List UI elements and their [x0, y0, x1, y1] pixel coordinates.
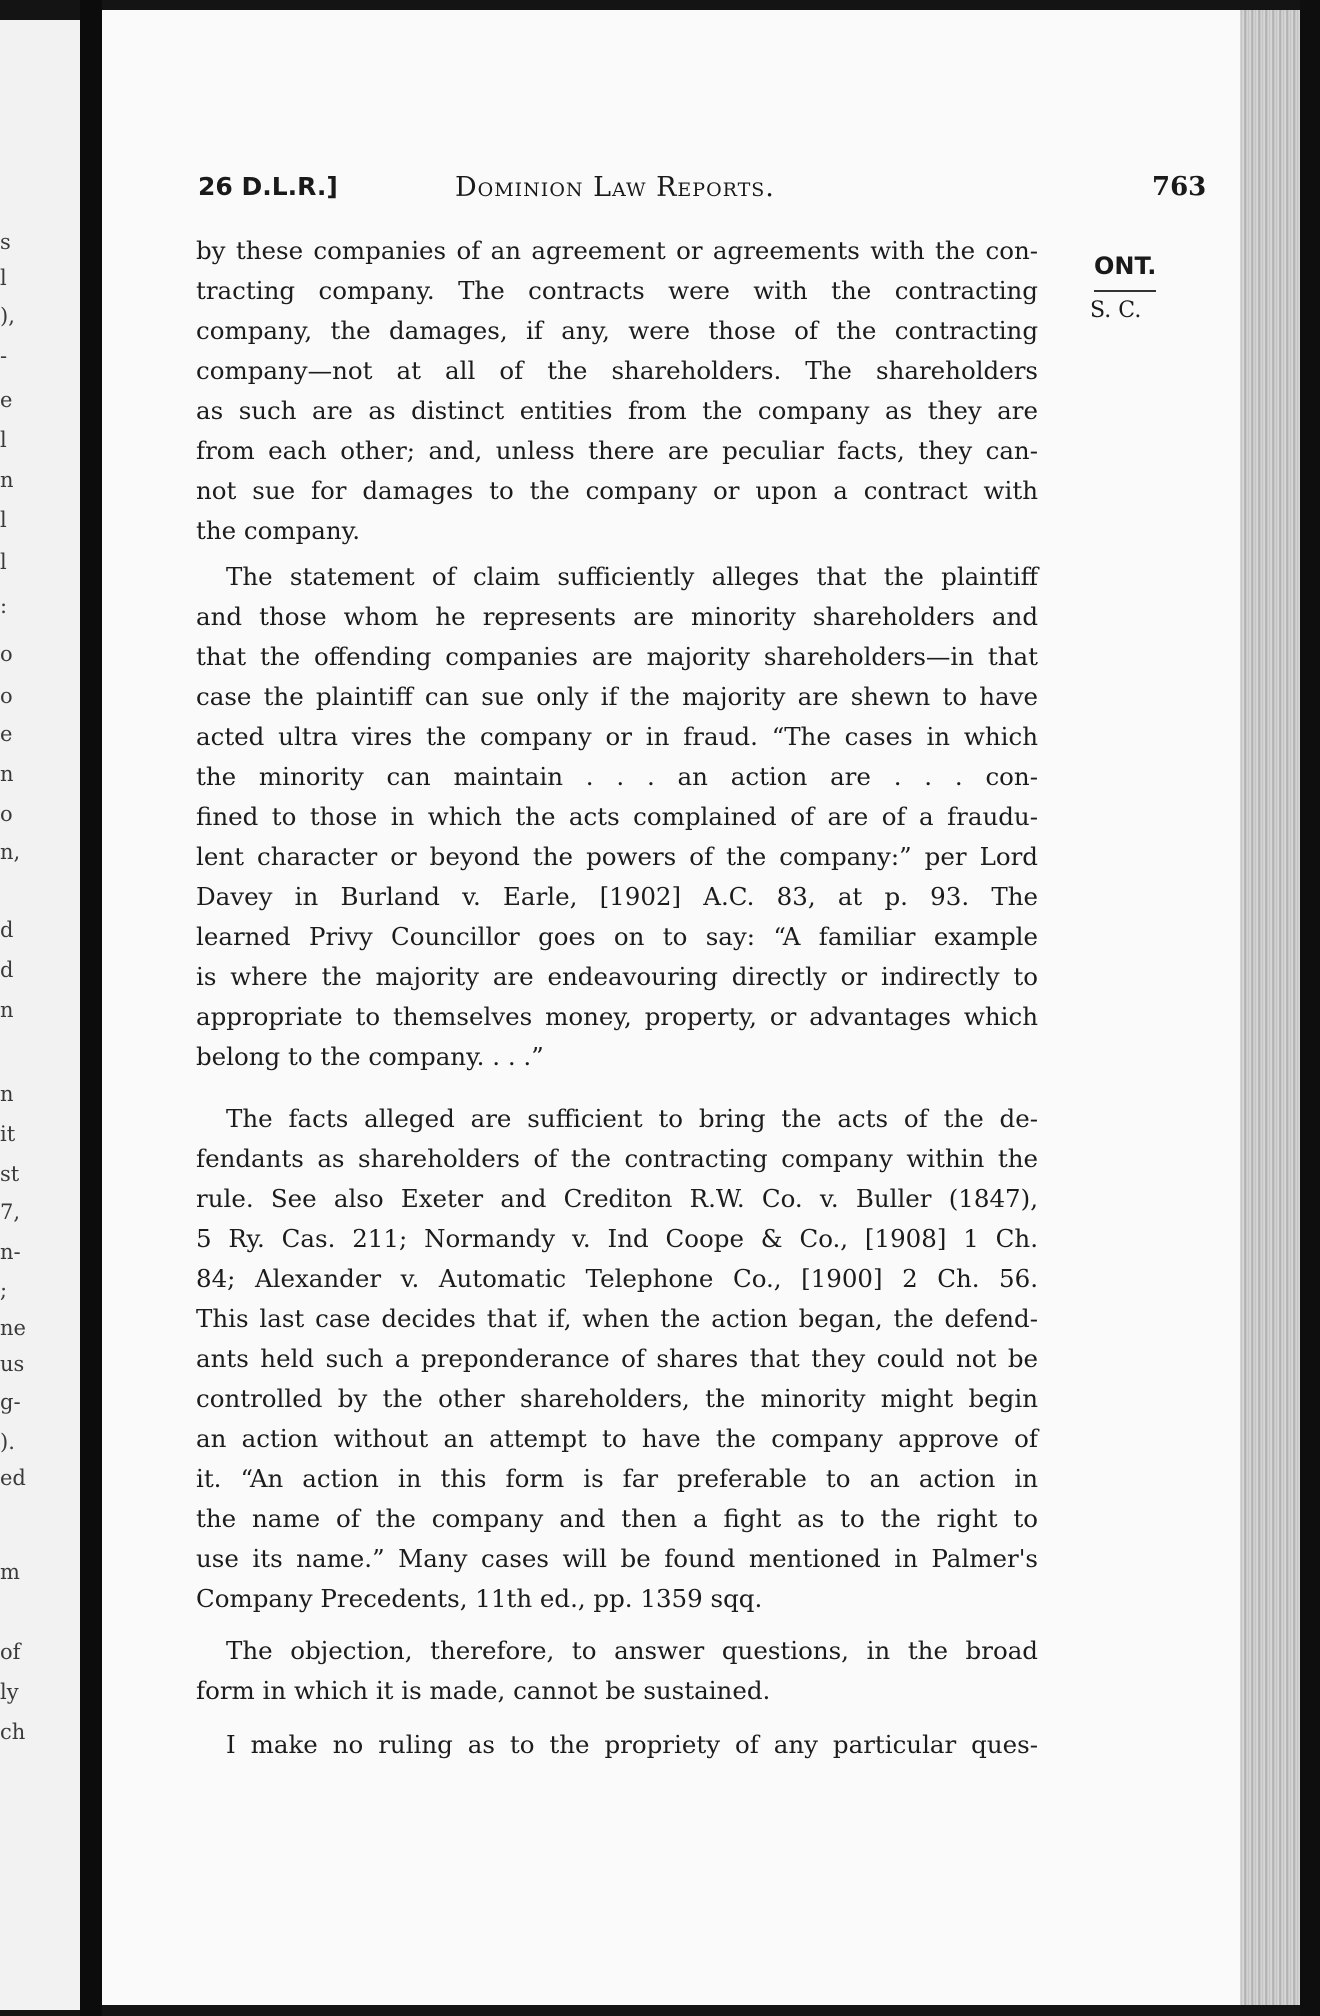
text-line: as such are as distinct entities from the company as they are [196, 396, 1038, 425]
text-line: The facts alleged are sufficient to bring the acts of the de- [226, 1104, 1038, 1133]
page-stack-edges [1240, 10, 1300, 2005]
facing-page-fragment: 7, [0, 1200, 21, 1224]
text-line: use its name.” Many cases will be found mentioned in Palmer's [196, 1544, 1038, 1573]
text-line: the company. [196, 516, 361, 545]
text-line: I make no ruling as to the propriety of any particular ques- [226, 1730, 1038, 1759]
text-line: company, the damages, if any, were those of the contracting [196, 316, 1038, 345]
facing-page-fragment: n, [0, 840, 21, 864]
text-line: form in which it is made, cannot be sustained. [196, 1676, 771, 1705]
facing-page-fragment: st [0, 1162, 20, 1186]
text-line: The statement of claim sufficiently alleges that the plaintiff [226, 562, 1038, 591]
text-line: tracting company. The contracts were with the contracting [196, 276, 1038, 305]
facing-page-fragment: n- [0, 1240, 21, 1264]
text-line: fined to those in which the acts complained of are of a fraudu- [196, 802, 1038, 831]
facing-page-fragment: l [0, 266, 7, 290]
facing-page-fragment: l [0, 428, 7, 452]
text-line: lent character or beyond the powers of the company:” per Lord [196, 842, 1038, 871]
text-line: The objection, therefore, to answer questions, in the broad [226, 1636, 1038, 1665]
facing-page-fragment: ). [0, 1430, 15, 1454]
text-line: appropriate to themselves money, property, or advantages which [196, 1002, 1038, 1031]
margin-court: S. C. [1090, 298, 1142, 323]
facing-page-fragment: ; [0, 1278, 8, 1302]
text-line: learned Privy Councillor goes on to say: “A familiar example [196, 922, 1038, 951]
facing-page-fragment: s [0, 230, 11, 254]
text-line: fendants as shareholders of the contracting company within the [196, 1144, 1038, 1173]
facing-page-fragment: o [0, 802, 13, 826]
facing-page-fragment: e [0, 388, 13, 412]
facing-page-fragment: ed [0, 1466, 26, 1490]
facing-page-fragment: n [0, 762, 14, 786]
facing-page-fragment: o [0, 642, 13, 666]
text-line: Davey in Burland v. Earle, [1902] A.C. 83, at p. 93. The [196, 882, 1038, 911]
facing-page-fragment: l [0, 508, 7, 532]
facing-page-fragment: us [0, 1352, 25, 1376]
running-head-volume: 26 D.L.R.] [198, 172, 338, 201]
facing-page-fragment: g- [0, 1390, 21, 1414]
page-number: 763 [1152, 172, 1207, 202]
facing-page-fragment: : [0, 594, 8, 618]
text-line: by these companies of an agreement or agreements with the con- [196, 236, 1038, 265]
facing-page-fragment: ne [0, 1316, 26, 1340]
running-head-title: Dominion Law Reports. [455, 172, 775, 203]
text-line: is where the majority are endeavouring directly or indirectly to [196, 962, 1038, 991]
facing-page-fragment: ), [0, 304, 15, 328]
facing-page-fragment: n [0, 468, 14, 492]
text-line: company—not at all of the shareholders. The shareholders [196, 356, 1038, 385]
facing-page-fragment: n [0, 1082, 14, 1106]
facing-page-fragment: ly [0, 1680, 19, 1704]
facing-page-fragment: o [0, 684, 13, 708]
text-line: controlled by the other shareholders, the minority might begin [196, 1384, 1038, 1413]
text-line: case the plaintiff can sue only if the majority are shewn to have [196, 682, 1038, 711]
text-line: This last case decides that if, when the action began, the defend- [196, 1304, 1038, 1333]
text-line: Company Precedents, 11th ed., pp. 1359 sqq. [196, 1584, 763, 1613]
facing-page-fragment: - [0, 344, 8, 368]
text-line: not sue for damages to the company or upon a contract with [196, 476, 1038, 505]
text-line: belong to the company. . . .” [196, 1042, 544, 1071]
text-line: that the offending companies are majority shareholders—in that [196, 642, 1038, 671]
text-line: from each other; and, unless there are peculiar facts, they can- [196, 436, 1038, 465]
text-line: an action without an attempt to have the company approve of [196, 1424, 1038, 1453]
text-line: and those whom he represents are minority shareholders and [196, 602, 1038, 631]
facing-page-fragment: it [0, 1122, 16, 1146]
facing-page-fragment: m [0, 1560, 20, 1584]
text-line: 84; Alexander v. Automatic Telephone Co., [1900] 2 Ch. 56. [196, 1264, 1038, 1293]
facing-page-fragment: e [0, 722, 13, 746]
scan-border [1300, 0, 1320, 2016]
facing-page-fragment: ch [0, 1720, 26, 1744]
text-line: 5 Ry. Cas. 211; Normandy v. Ind Coope & Co., [1908] 1 Ch. [196, 1224, 1038, 1253]
text-line: the name of the company and then a fight as to the right to [196, 1504, 1038, 1533]
text-line: rule. See also Exeter and Crediton R.W. Co. v. Buller (1847), [196, 1184, 1038, 1213]
facing-page-fragment: d [0, 918, 14, 942]
facing-page-fragment: l [0, 550, 7, 574]
book-gutter [80, 0, 102, 2016]
text-line: ants held such a preponderance of shares that they could not be [196, 1344, 1038, 1373]
facing-page-fragment: of [0, 1640, 21, 1664]
text-line: the minority can maintain . . . an action are . . . con- [196, 762, 1038, 791]
margin-jurisdiction: ONT. [1094, 252, 1157, 280]
text-line: acted ultra vires the company or in fraud. “The cases in which [196, 722, 1038, 751]
text-line: it. “An action in this form is far preferable to an action in [196, 1464, 1038, 1493]
facing-page-fragment: d [0, 958, 14, 982]
facing-page-fragment: n [0, 998, 14, 1022]
margin-rule [1094, 290, 1156, 292]
